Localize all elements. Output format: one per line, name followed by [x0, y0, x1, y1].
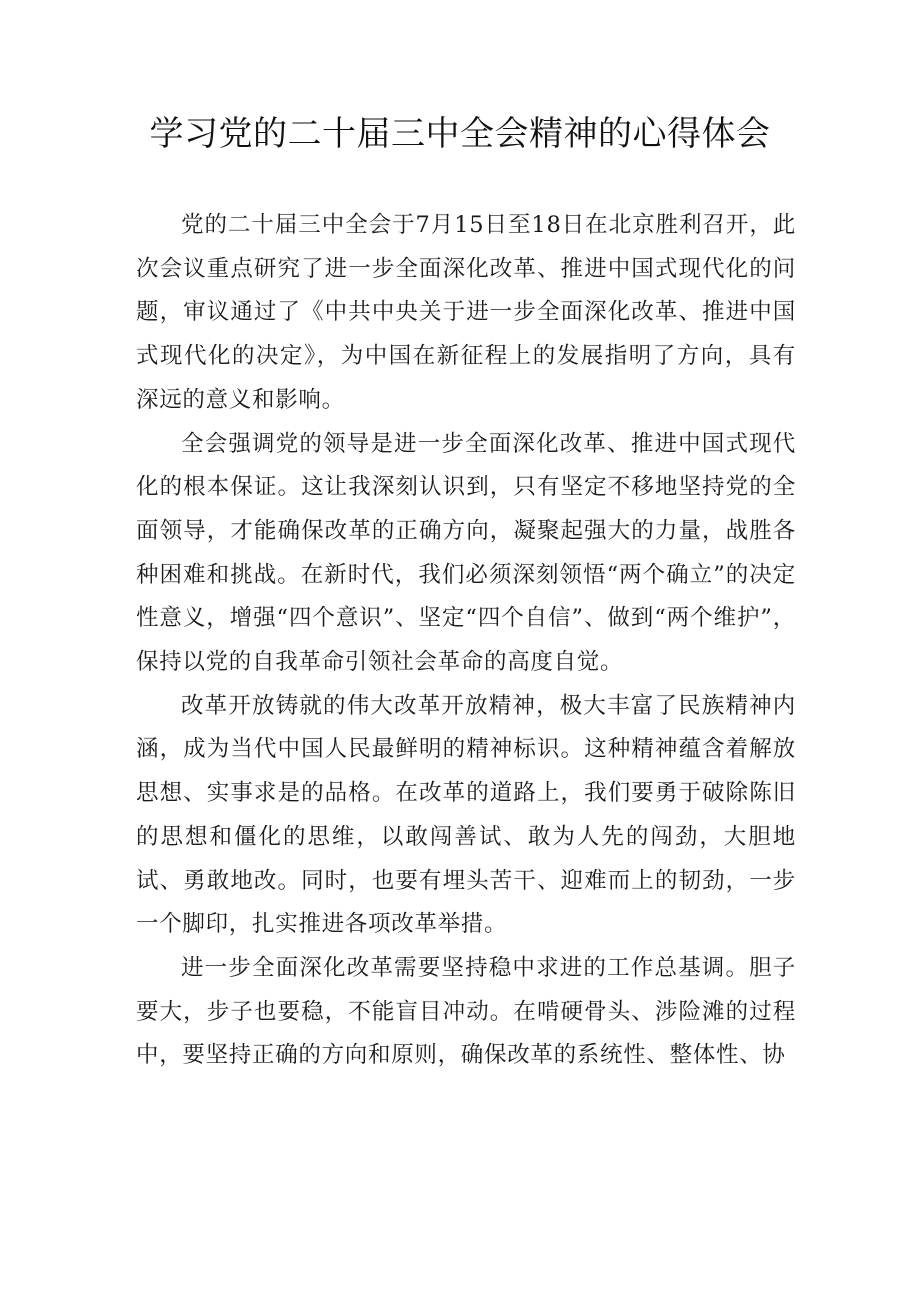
paragraph-2: 全会强调党的领导是进一步全面深化改革、推进中国式现代化的根本保证。这让我深刻认识到，只有坚定不移地坚持党的全面领导，才能确保改革的正确方向，凝聚起强大的力量，战胜各种困难和挑战。在新时代，我们必须深刻领悟“两个确立”的决定性意义，增强“四个意识”、坚定“四个自信”、做到“两个维护”，保持以党的自我革命引领社会革命的高度自觉。 [136, 430, 796, 676]
document-title: 学习党的二十届三中全会精神的心得体会 [149, 114, 771, 154]
paragraph-3: 改革开放铸就的伟大改革开放精神，极大丰富了民族精神内涵，成为当代中国人民最鲜明的精神标识。这种精神蕴含着解放思想、实事求是的品格。在改革的道路上，我们要勇于破除陈旧的思想和僵化的思维，以敢闯善试、敢为人先的闯劲，大胆地试、勇敢地改。同时，也要有埋头苦干、迎难而上的韧劲，一步一个脚印，扎实推进各项改革举措。 [136, 692, 796, 938]
paragraph-1: 党的二十届三中全会于7月15日至18日在北京胜利召开，此次会议重点研究了进一步全面深化改革、推进中国式现代化的问题，审议通过了《中共中央关于进一步全面深化改革、推进中国式现代化的决定》，为中国在新征程上的发展指明了方向，具有深远的意义和影响。 [136, 212, 796, 413]
document-body [136, 204, 796, 1078]
paragraph-4: 进一步全面深化改革需要坚持稳中求进的工作总基调。胆子要大，步子也要稳，不能盲目冲动。在啃硬骨头、涉险滩的过程中，要坚持正确的方向和原则，确保改革的系统性、整体性、协 [136, 954, 796, 1069]
